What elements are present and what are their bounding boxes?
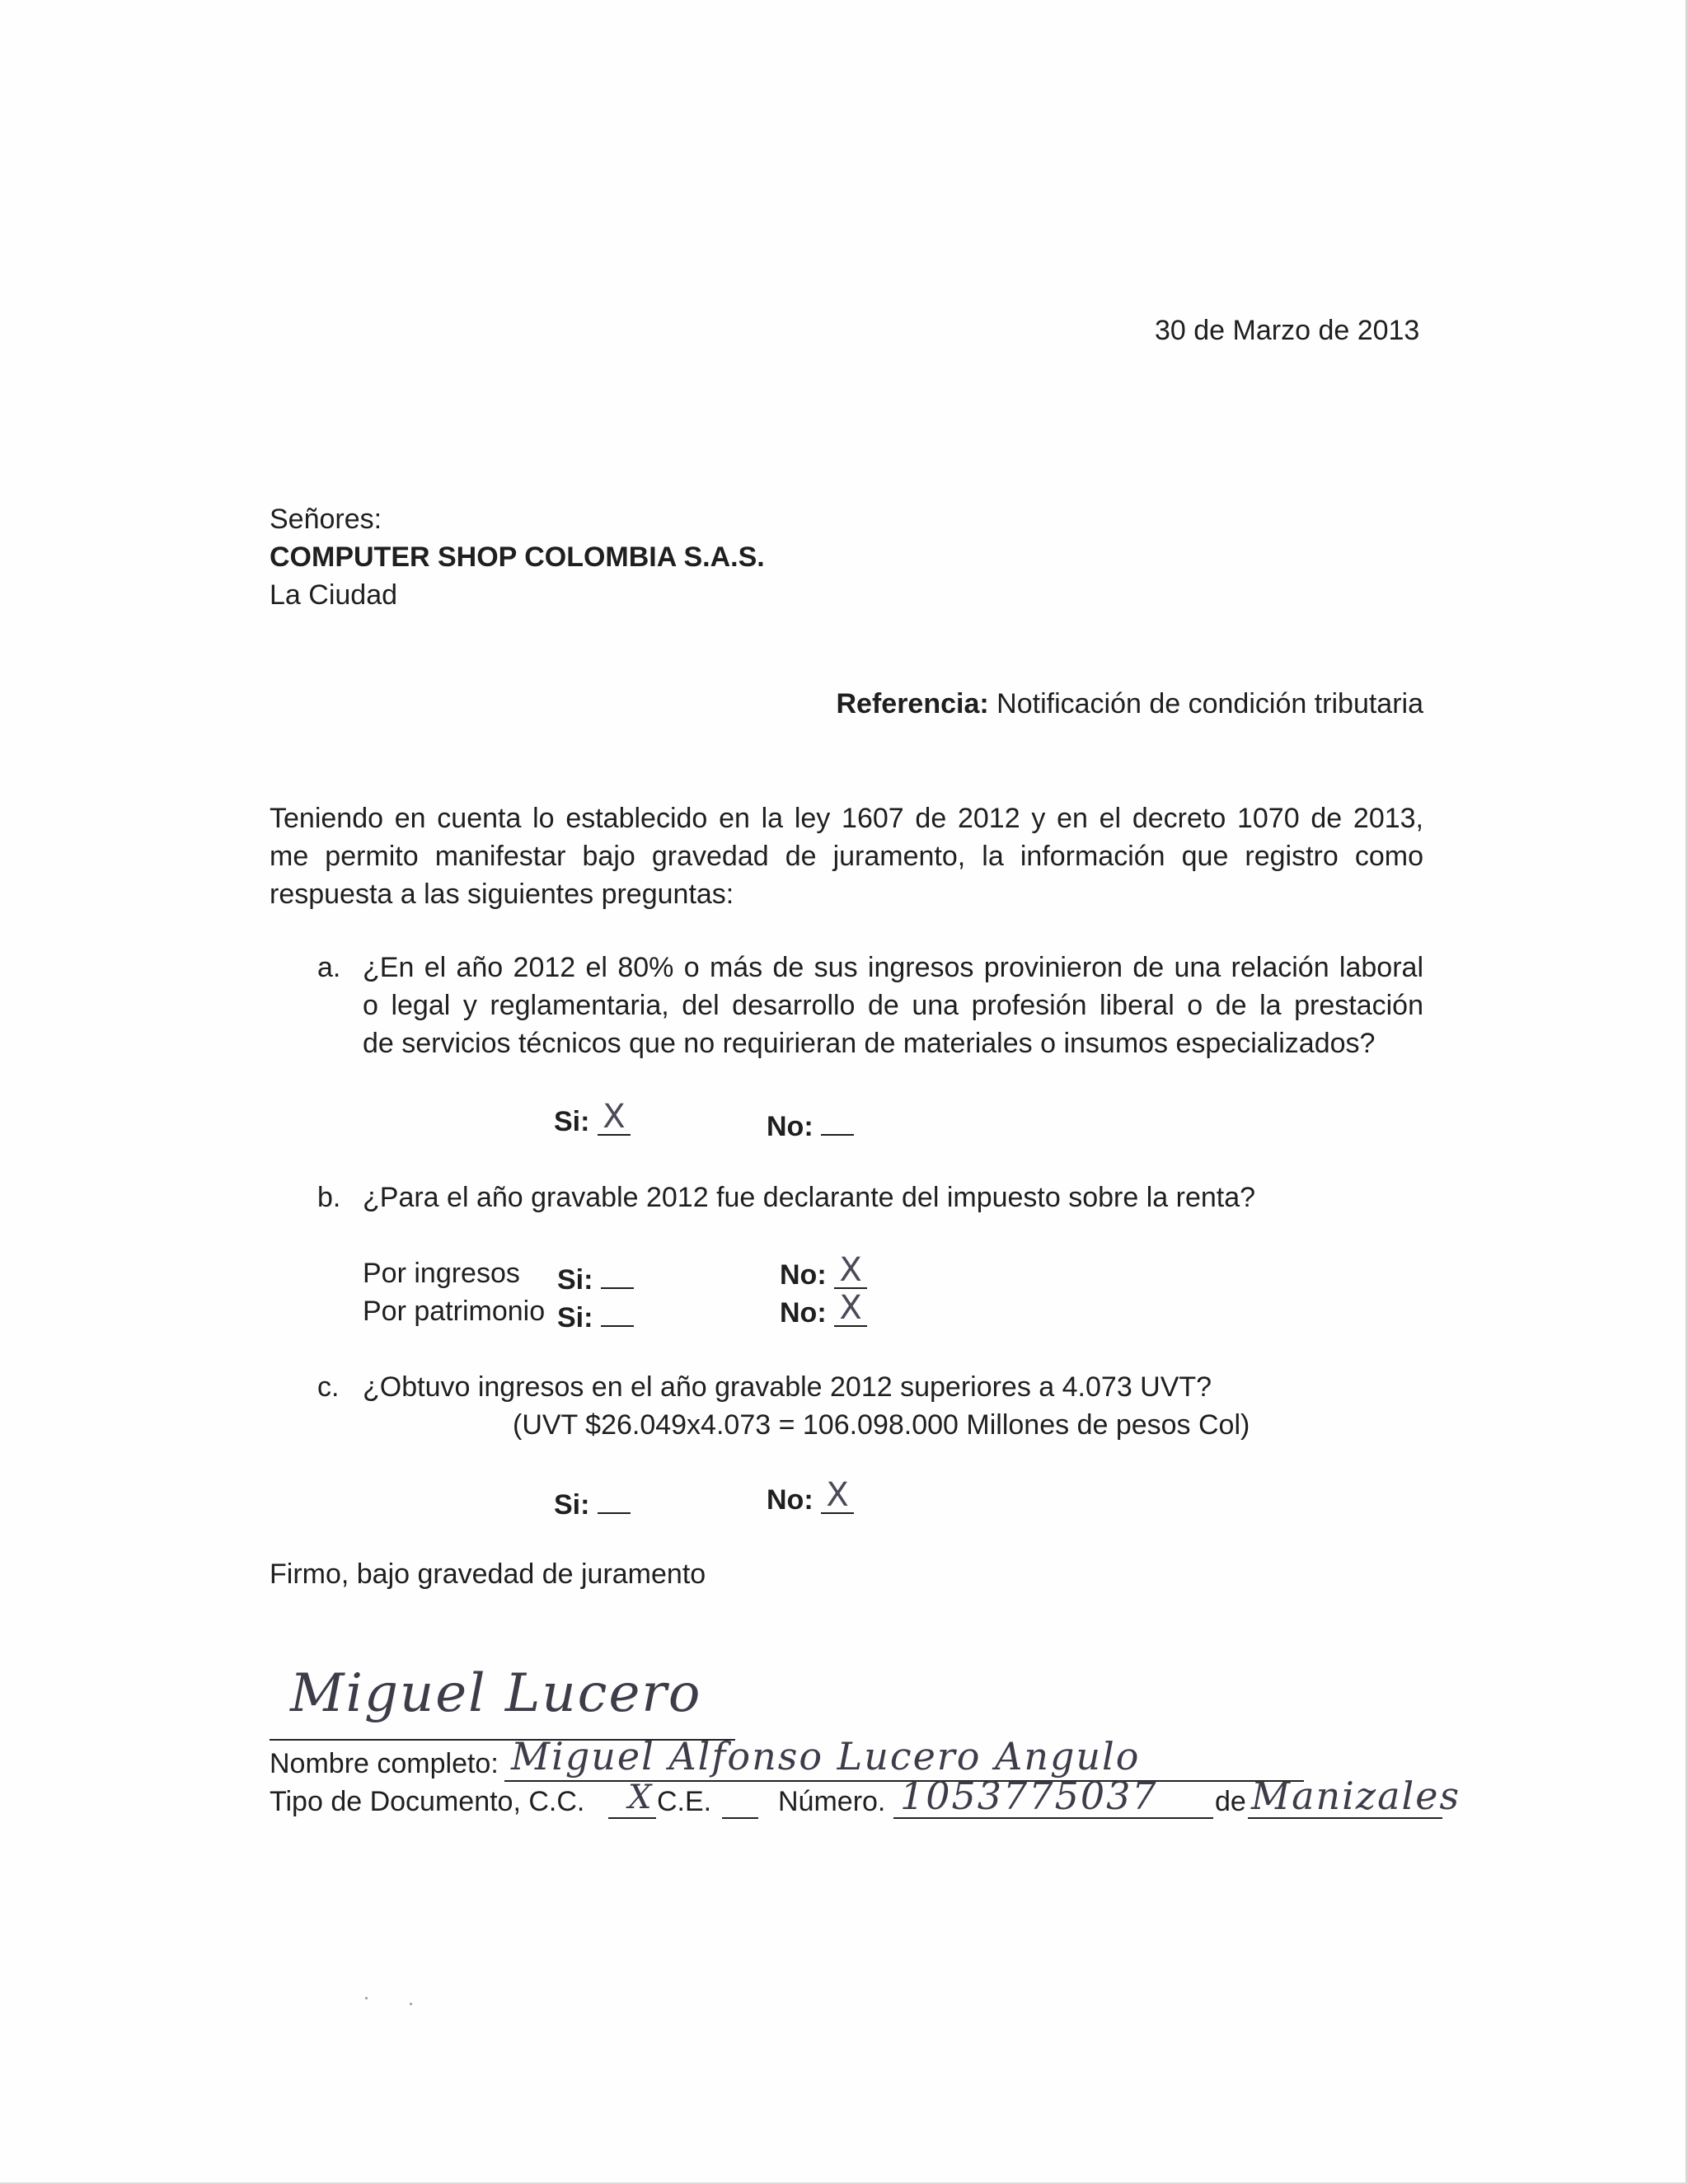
scan-speck: [410, 2003, 412, 2005]
handwritten-x: X: [826, 1476, 849, 1514]
intro-line: me permito manifestar bajo gravedad de juramento, la información que registro como: [270, 841, 1423, 872]
checkbox-mark[interactable]: [821, 1101, 854, 1136]
checkbox-mark[interactable]: [834, 1251, 867, 1289]
question-b-row2-si: [557, 1292, 634, 1337]
question-a-no: [767, 1101, 854, 1146]
intro-line: respuesta a las siguientes preguntas:: [270, 879, 734, 910]
closing-line: Firmo, bajo gravedad de juramento: [270, 1558, 706, 1590]
question-b-letter: b.: [317, 1182, 341, 1213]
question-a-line: o legal y reglamentaria, del desarrollo de una profesión liberal o de la prestación: [363, 990, 1423, 1021]
recipient-city: La Ciudad: [270, 579, 398, 611]
handwritten-x: X: [839, 1251, 862, 1289]
de-line: [1248, 1817, 1442, 1819]
checkbox-mark[interactable]: [834, 1289, 867, 1327]
intro-line: Teniendo en cuenta lo establecido en la ley 1607 de 2012 y en el decreto 1070 de 2013,: [270, 803, 1423, 834]
question-a-si: [554, 1098, 631, 1141]
si-label: Si:: [557, 1302, 593, 1333]
ce-line: [722, 1817, 758, 1819]
question-c-letter: c.: [317, 1371, 340, 1403]
cc-mark: X: [628, 1779, 654, 1816]
question-b-row2-no: [780, 1289, 867, 1332]
handwritten-x: X: [603, 1098, 626, 1136]
intro-paragraph: [270, 799, 1423, 913]
checkbox-mark[interactable]: [821, 1476, 854, 1514]
question-c-si: [554, 1479, 631, 1524]
reference-text: Notificación de condición tributaria: [996, 688, 1423, 719]
reference-line: [837, 685, 1424, 723]
doc-type-label: Tipo de Documento, C.C.: [270, 1786, 585, 1817]
no-label: No:: [780, 1297, 827, 1329]
checkbox-mark[interactable]: [598, 1098, 631, 1136]
question-b-text: ¿Para el año gravable 2012 fue declarante del impuesto sobre la renta?: [363, 1182, 1256, 1213]
checkbox-mark[interactable]: [601, 1292, 634, 1327]
no-label: No:: [780, 1259, 827, 1291]
letter-date: 30 de Marzo de 2013: [1155, 315, 1420, 346]
checkbox-mark[interactable]: [598, 1479, 631, 1514]
no-label: No:: [767, 1484, 814, 1516]
question-a-line: ¿En el año 2012 el 80% o más de sus ingresos provinieron de una relación laboral: [363, 952, 1423, 983]
recipient-company: COMPUTER SHOP COLOMBIA S.A.S.: [270, 541, 765, 573]
question-a-letter: a.: [317, 952, 341, 983]
no-label: No:: [767, 1111, 814, 1142]
question-b-row2-label: Por patrimonio: [363, 1296, 546, 1327]
question-b-row1-label: Por ingresos: [363, 1258, 520, 1289]
ce-label: C.E.: [657, 1786, 712, 1817]
question-b-row1-no: [780, 1251, 867, 1294]
de-value: Manizales: [1251, 1774, 1461, 1818]
scan-speck: [365, 1997, 368, 1999]
si-label: Si:: [554, 1489, 590, 1521]
name-value: Miguel Alfonso Lucero Angulo: [511, 1734, 1141, 1779]
question-c-no: [767, 1476, 854, 1519]
numero-label: Número.: [778, 1786, 886, 1817]
numero-value: 1053775037: [900, 1774, 1158, 1818]
si-label: Si:: [554, 1106, 590, 1137]
recipient-salutation: Señores:: [270, 504, 382, 535]
name-label: Nombre completo:: [270, 1748, 499, 1779]
handwritten-x: X: [839, 1289, 862, 1327]
numero-line: [893, 1817, 1213, 1819]
reference-label: Referencia:: [836, 688, 989, 719]
checkbox-mark[interactable]: [601, 1254, 634, 1289]
question-a-line: de servicios técnicos que no requirieran de materiales o insumos especializados?: [363, 1028, 1376, 1059]
question-c-text: ¿Obtuvo ingresos en el año gravable 2012 superiores a 4.073 UVT?: [363, 1371, 1212, 1403]
si-label: Si:: [557, 1264, 593, 1296]
cc-line: [608, 1817, 656, 1819]
question-c-subtext: (UVT $26.049x4.073 = 106.098.000 Millones de pesos Col): [513, 1409, 1250, 1441]
de-label: de: [1215, 1786, 1246, 1817]
handwritten-signature: Miguel Lucero: [290, 1663, 702, 1724]
question-a-text: [363, 949, 1423, 1062]
